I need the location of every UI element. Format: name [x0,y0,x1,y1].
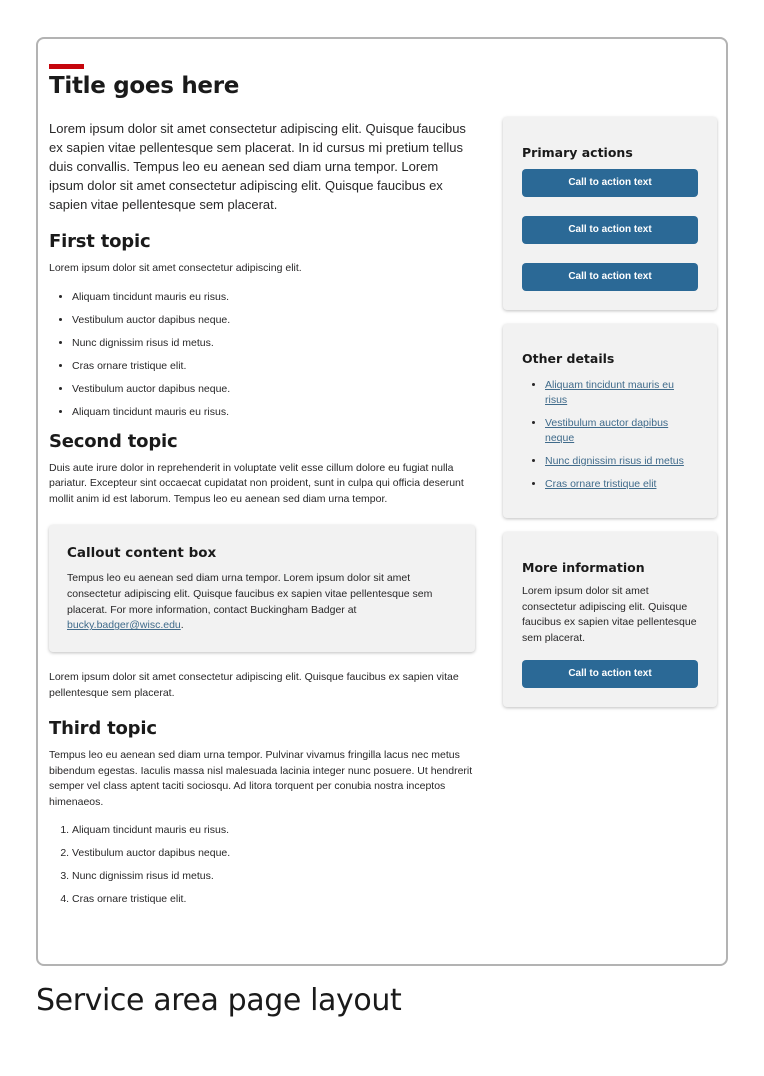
list-item: 4. Cras ornare tristique elit. [72,892,475,906]
list-item: 3. Nunc dignissim risus id metus. [72,869,475,883]
other-details-links [522,378,698,492]
first-topic-heading: First topic [49,231,151,252]
third-topic-heading: Third topic [49,718,157,740]
list-item [545,416,698,446]
list-item: • Cras ornare tristique elit. [72,359,475,373]
other-details-heading: Other details [522,351,615,366]
primary-actions-card [503,117,717,310]
list-item: • Aliquam tincidunt mauris eu risus. [72,290,475,304]
first-topic-list [49,290,475,419]
third-topic-body: Tempus leo eu aenean sed diam urna tempor. Pulvinar vivamus fringilla lacus nec metus bibendum egestas. Iaculis massa nisl malesuada lacinia integer nunc posuere. Ut hendrerit semper vel class aptent taciti sociosqu. Ad litora torquent per conubia nostra inceptos himenaeos. [49,749,473,808]
third-topic-list [49,823,475,906]
callout-box [49,525,475,652]
other-details-card [503,324,717,518]
detail-link-4[interactable]: Cras ornare tristique elit [545,478,657,490]
more-information-heading: More information [522,560,645,575]
list-item: • Vestibulum auctor dapibus neque. [72,313,475,327]
main-content [49,119,475,915]
detail-link-3[interactable]: Nunc dignissim risus id metus [545,455,684,467]
contact-email-link[interactable]: bucky.badger@wisc.edu [67,619,181,632]
callout-heading: Callout content box [67,545,217,561]
list-item: 1. Aliquam tincidunt mauris eu risus. [72,823,475,837]
layout-caption: Service area page layout [36,983,402,1018]
call-to-action-button-2[interactable]: Call to action text [522,216,698,244]
list-item: • Aliquam tincidunt mauris eu risus. [72,405,475,419]
second-topic-body: Duis aute irure dolor in reprehenderit in voluptate velit esse cillum dolore eu fugiat nulla pariatur. Excepteur sint occaecat cupidatat non proident, sunt in culpa qui officia deserunt mollit anim id est laborum. Tempus leo eu aenean sed diam urna tempor. [49,461,464,505]
more-information-body: Lorem ipsum dolor sit amet consectetur adipiscing elit. Quisque faucibus ex sapien vitae pellentesque sem placerat. [522,585,697,644]
list-item: 2. Vestibulum auctor dapibus neque. [72,846,475,860]
list-item: • Vestibulum auctor dapibus neque. [72,382,475,396]
callout-text: Tempus leo eu aenean sed diam urna tempor. Lorem ipsum dolor sit amet consectetur adipiscing elit. Quisque faucibus ex sapien vitae pellentesque sem placerat. For more information, contact Buckingham Badger at [67,572,433,616]
detail-link-2[interactable]: Vestibulum auctor dapibus neque [545,417,669,444]
page-title: Title goes here [49,73,240,99]
page-frame [36,37,728,966]
list-item [545,454,698,469]
title-accent-bar [49,64,84,69]
second-topic-heading: Second topic [49,430,178,452]
call-to-action-button-3[interactable]: Call to action text [522,263,698,291]
primary-actions-heading: Primary actions [522,145,633,160]
list-item: • Nunc dignissim risus id metus. [72,336,475,350]
call-to-action-button-1[interactable]: Call to action text [522,169,698,197]
more-information-card [503,532,717,707]
callout-trailing: . [180,619,184,632]
detail-link-1[interactable]: Aliquam tincidunt mauris eu risus [545,379,674,406]
list-item [545,477,698,492]
sidebar [503,117,717,721]
call-to-action-button-4[interactable]: Call to action text [522,660,698,688]
list-item [545,378,698,408]
callout-body [67,571,457,634]
first-topic-intro: Lorem ipsum dolor sit amet consectetur adipiscing elit. [49,262,302,274]
second-topic-after: Lorem ipsum dolor sit amet consectetur adipiscing elit. Quisque faucibus ex sapien vitae pellentesque sem placerat. [49,671,459,699]
lead-paragraph: Lorem ipsum dolor sit amet consectetur adipiscing elit. Quisque faucibus ex sapien vitae pellentesque sem placerat. In id cursus mi pretium tellus duis convallis. Tempus leo eu aenean sed diam urna tempor. Lorem ipsum dolor sit amet consectetur adipiscing elit. Quisque faucibus ex sapien vitae pellentesque sem placerat. [49,121,466,212]
